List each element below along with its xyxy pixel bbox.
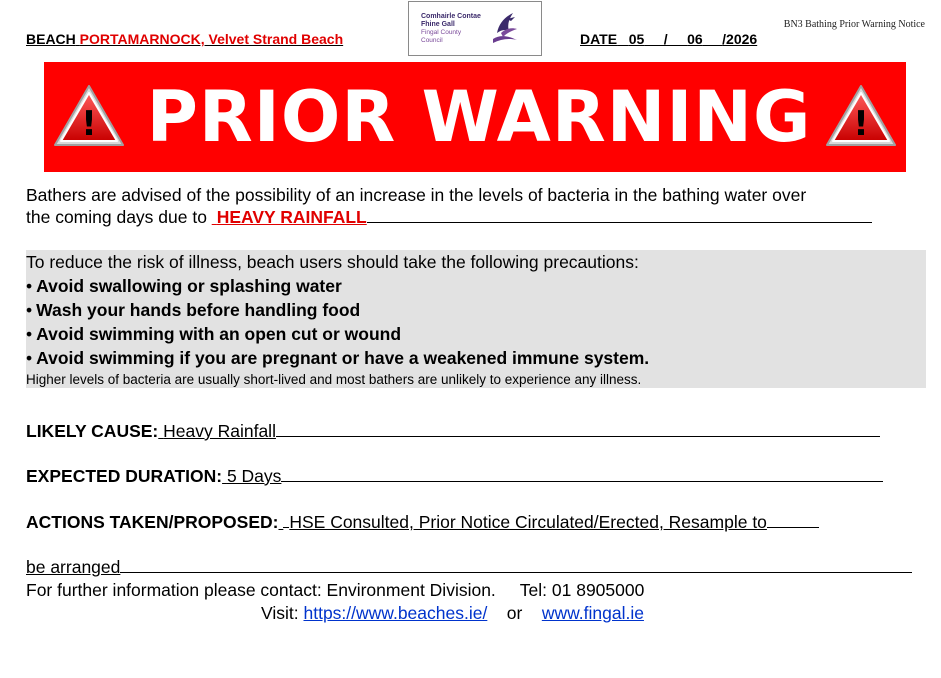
logo-line-2: Fhine Gall bbox=[421, 20, 455, 28]
fingal-link[interactable]: www.fingal.ie bbox=[541, 603, 644, 623]
list-item: • Avoid swimming with an open cut or wound bbox=[26, 322, 926, 346]
likely-cause-label: LIKELY CAUSE: bbox=[26, 421, 159, 441]
date-day: 05 bbox=[628, 31, 645, 47]
actions-value-line-2: be arranged bbox=[26, 557, 121, 577]
beach-name: PORTAMARNOCK, Velvet Strand Beach bbox=[79, 31, 344, 47]
council-logo bbox=[408, 1, 542, 56]
precautions-list bbox=[26, 274, 926, 370]
precautions-intro: To reduce the risk of illness, beach users should take the following precautions: bbox=[26, 252, 639, 272]
date-month: 06 bbox=[687, 31, 703, 47]
contact-line bbox=[26, 580, 644, 601]
visit-line bbox=[261, 603, 644, 624]
advisory-fill-line bbox=[367, 206, 872, 223]
advisory-text bbox=[26, 184, 918, 228]
actions-field-continued bbox=[26, 556, 922, 578]
actions-fill-line-2 bbox=[120, 556, 912, 573]
actions-fill-line bbox=[767, 511, 819, 528]
likely-cause-fill-line bbox=[276, 420, 880, 437]
beach-label: BEACH bbox=[26, 31, 76, 47]
warning-triangle-icon bbox=[52, 83, 126, 149]
expected-duration-field bbox=[26, 465, 922, 487]
logo-line-3: Fingal County bbox=[421, 28, 462, 36]
logo-line-1: Comhairle Contae bbox=[421, 12, 481, 20]
beach-line bbox=[26, 31, 343, 47]
warning-symbol: ! bbox=[81, 104, 97, 144]
date-year: /2026 bbox=[722, 31, 758, 47]
prior-warning-banner bbox=[44, 62, 906, 172]
warning-symbol: ! bbox=[853, 104, 869, 144]
list-item: • Avoid swimming if you are pregnant or have a weakened immune system. bbox=[26, 346, 926, 370]
beaches-link[interactable]: https://www.beaches.ie/ bbox=[303, 603, 488, 623]
notice-code: BN3 Bathing Prior Warning Notice bbox=[783, 19, 925, 30]
date-line: DATE 05 / 06 /2026 bbox=[580, 31, 758, 47]
contact-tel: Tel: 01 8905000 bbox=[519, 580, 645, 600]
advisory-line-2 bbox=[26, 206, 918, 228]
actions-label: ACTIONS TAKEN/PROPOSED: bbox=[26, 512, 279, 532]
banner-title: PRIOR WARNING bbox=[146, 76, 812, 158]
logo-text bbox=[421, 13, 481, 45]
warning-triangle-icon bbox=[824, 83, 898, 149]
likely-cause-value: Heavy Rainfall bbox=[163, 421, 276, 441]
list-item: • Avoid swallowing or splashing water bbox=[26, 274, 926, 298]
logo-line-4: Council bbox=[421, 36, 443, 44]
heron-logo-icon bbox=[487, 9, 521, 49]
advisory-cause: HEAVY RAINFALL bbox=[216, 207, 367, 227]
expected-duration-value: 5 Days bbox=[226, 466, 282, 486]
actions-field bbox=[26, 511, 922, 533]
actions-value-line-1: HSE Consulted, Prior Notice Circulated/Erected, Resample to bbox=[289, 512, 767, 532]
expected-duration-label: EXPECTED DURATION: bbox=[26, 466, 223, 486]
visit-label: Visit: bbox=[261, 603, 299, 623]
precautions-note: Higher levels of bacteria are usually short-lived and most bathers are unlikely to experience any illness. bbox=[26, 372, 642, 387]
precautions-box bbox=[26, 250, 926, 388]
likely-cause-field bbox=[26, 420, 922, 442]
contact-text: For further information please contact: Environment Division. bbox=[26, 580, 496, 600]
expected-duration-fill-line bbox=[281, 465, 883, 482]
advisory-line-1: Bathers are advised of the possibility of an increase in the levels of bacteria in the bathing water over bbox=[26, 185, 807, 205]
advisory-prefix: the coming days due to bbox=[26, 207, 212, 227]
or-text: or bbox=[506, 603, 523, 623]
list-item: • Wash your hands before handling food bbox=[26, 298, 926, 322]
date-label: DATE bbox=[580, 31, 618, 47]
